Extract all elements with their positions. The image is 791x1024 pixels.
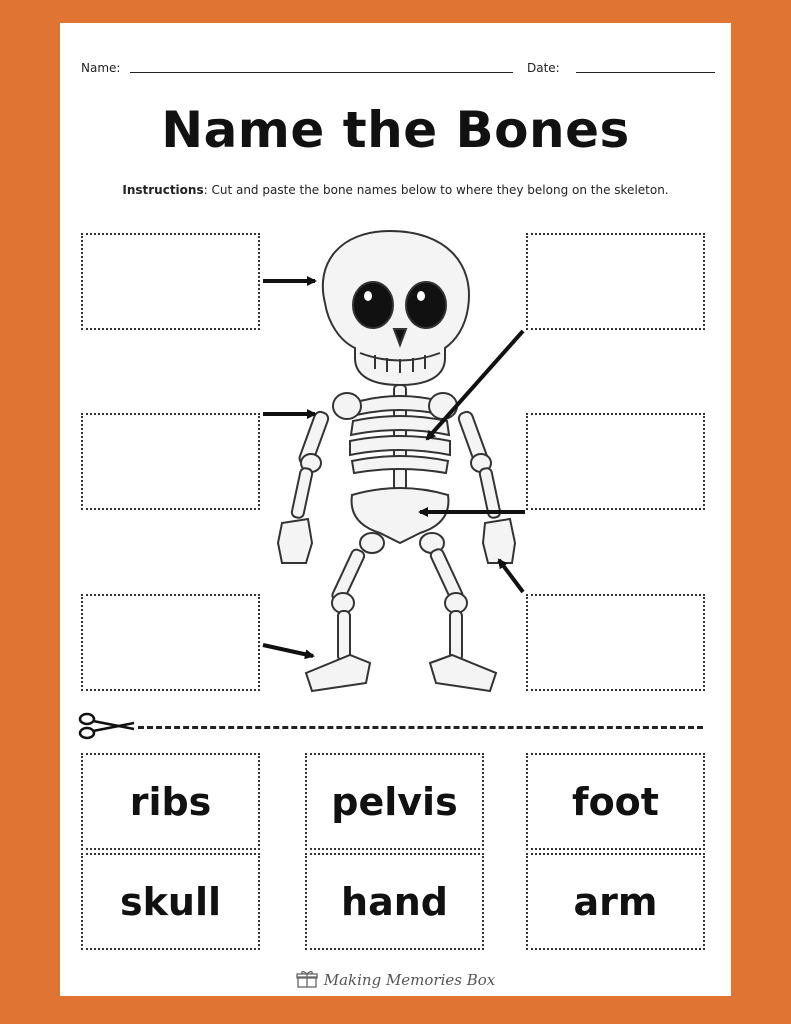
word-card-6[interactable]: arm <box>526 853 705 950</box>
skeleton-illustration <box>60 23 731 723</box>
name-label: Name: <box>81 61 121 75</box>
word-card-2[interactable]: pelvis <box>305 753 484 850</box>
word-card-1[interactable]: ribs <box>81 753 260 850</box>
instructions-text: : Cut and paste the bone names below to where they belong on the skeleton. <box>203 183 669 197</box>
worksheet-page <box>60 23 731 996</box>
instructions-lead: Instructions <box>122 183 204 197</box>
date-label: Date: <box>527 61 560 75</box>
page-title: Name the Bones <box>161 101 630 159</box>
cut-line <box>138 726 703 729</box>
scissors-icon <box>78 711 138 741</box>
word-card-5[interactable]: hand <box>305 853 484 950</box>
brand-name: Making Memories Box <box>323 971 496 989</box>
gift-box-icon <box>296 970 318 988</box>
word-card-4[interactable]: skull <box>81 853 260 950</box>
word-card-3[interactable]: foot <box>526 753 705 850</box>
brand-footer <box>60 970 731 989</box>
